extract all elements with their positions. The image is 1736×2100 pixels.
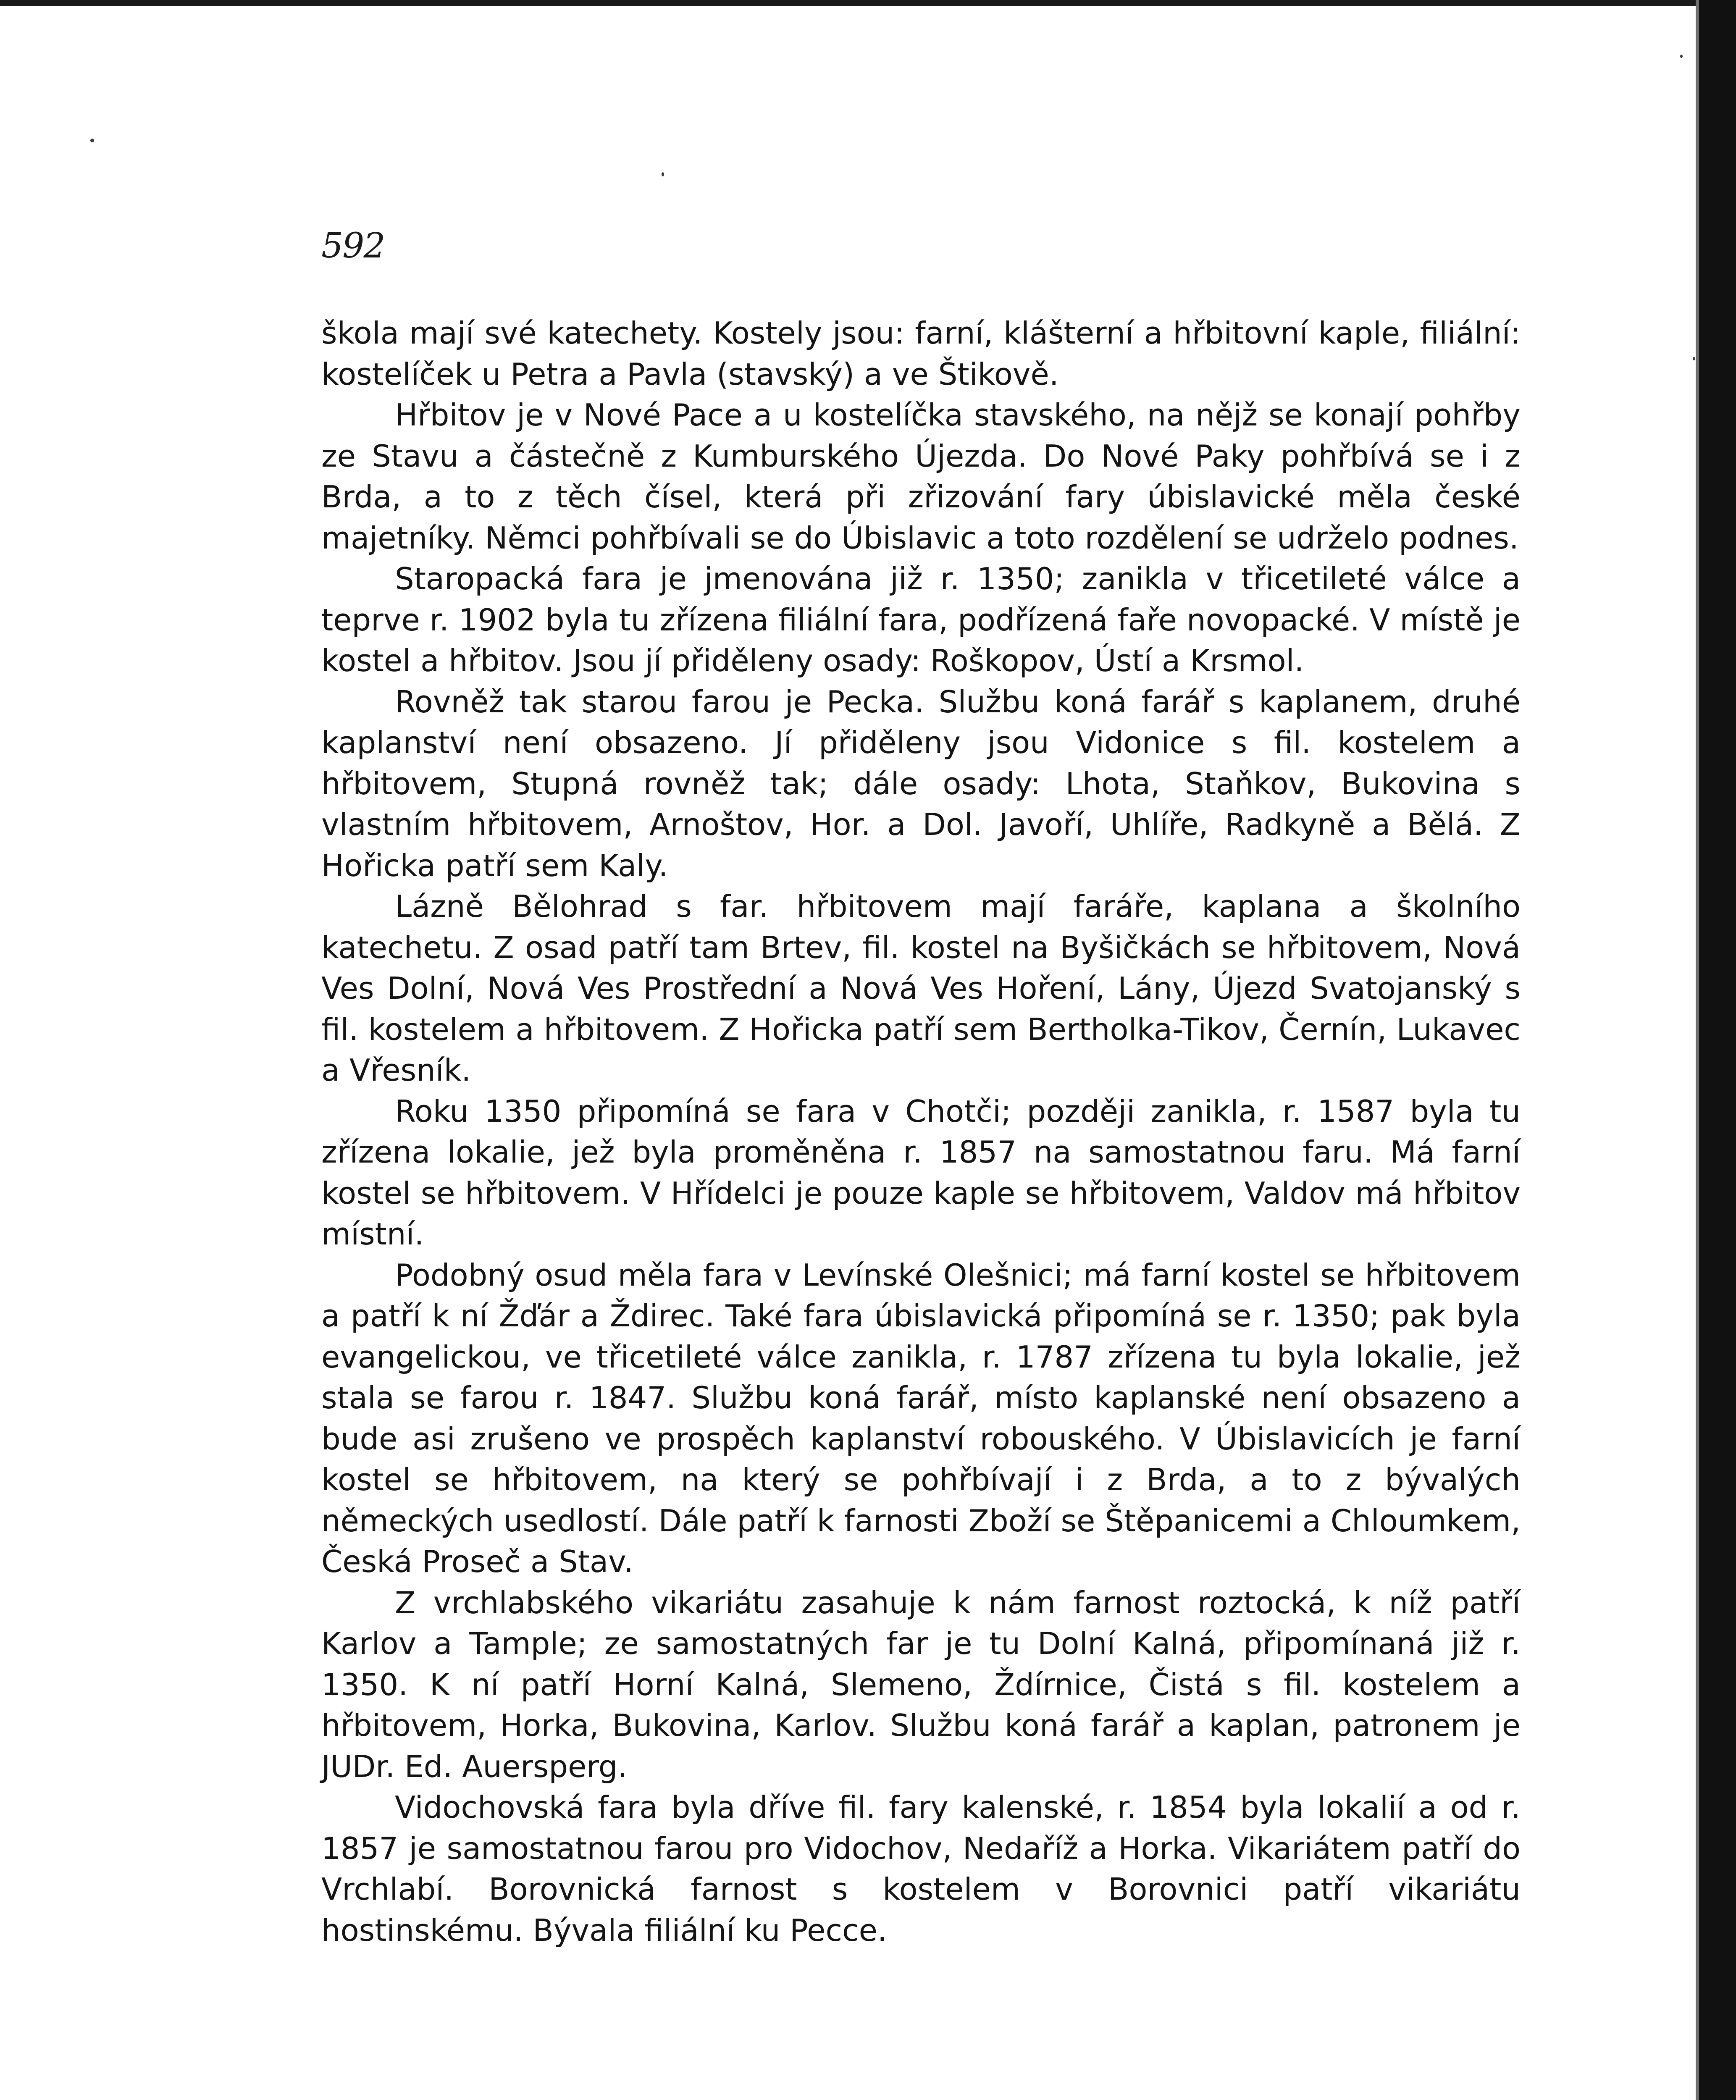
scan-border-right (1699, 0, 1736, 2100)
paragraph: Vidochovská fara byla dříve fil. fary kalenské, r. 1854 byla lokalií a od r. 1857 je samostatnou farou pro Vidochov, Nedaříž a Horka. Vikariátem patří do Vrchlabí. Borovnická farnost s kostelem v Borovnici patří vikariátu hostinskému. Bývala filiální ku Pecce. (321, 1790, 1521, 1948)
scan-border-top (0, 0, 1736, 6)
scan-speck (90, 139, 94, 142)
paragraph: Hřbitov je v Nové Pace a u kostelíčka stavského, na nějž se konají pohřby ze Stavu a částečně z Kumburského Újezda. Do Nové Paky pohřbívá se i z Brda, a to z těch čísel, která při zřizování fary úbislavické měla české majetníky. Němci pohřbívali se do Úbislavic a toto rozdělení se udrželo podnes. (321, 397, 1521, 556)
scan-border-right-edge (1696, 0, 1699, 2100)
paragraph: Z vrchlabského vikariátu zasahuje k nám farnost roztocká, k níž patří Karlov a Tample; ze samostatných far je tu Dolní Kalná, připomínaná již r. 1350. K ní patří Horní Kalná, Slemeno, Ždírnice, Čistá s fil. kostelem a hřbitovem, Horka, Bukovina, Karlov. Službu koná farář a kaplan, patronem je JUDr. Ed. Auersperg. (321, 1585, 1521, 1784)
paragraph: Lázně Bělohrad s far. hřbitovem mají faráře, kaplana a školního katechetu. Z osad patří tam Brtev, fil. kostel na Byšičkách se hřbitovem, Nová Ves Dolní, Nová Ves Prostřední a Nová Ves Hoření, Lány, Újezd Svatojanský s fil. kostelem a hřbitovem. Z Hořicka patří sem Bertholka-Tikov, Černín, Lukavec a Vřesník. (321, 889, 1521, 1088)
scan-speck (662, 172, 664, 176)
paragraph: Rovněž tak starou farou je Pecka. Službu koná farář s kaplanem, druhé kaplanství není obsazeno. Jí přiděleny jsou Vidonice s fil. kostelem a hřbitovem, Stupná rovněž tak; dále osady: Lhota, Staňkov, Bukovina s vlastním hřbitovem, Arnoštov, Hor. a Dol. Javoří, Uhlíře, Radkyně a Bělá. Z Hořicka patří sem Kaly. (321, 684, 1521, 883)
scan-speck (1680, 55, 1683, 58)
paragraph: Roku 1350 připomíná se fara v Chotči; později zanikla, r. 1587 byla tu zřízena lokalie, jež byla proměněna r. 1857 na samostatnou faru. Má farní kostel se hřbitovem. V Hřídelci je pouze kaple se hřbitovem, Valdov má hřbitov místní. (321, 1093, 1521, 1252)
scan-speck (1693, 357, 1695, 360)
body-text (321, 313, 1521, 1951)
page-number: 592 (321, 226, 385, 266)
paragraph: Staropacká fara je jmenována již r. 1350; zanikla v třicetileté válce a teprve r. 1902 byla tu zřízena filiální fara, podřízená faře novopacké. V místě je kostel a hřbitov. Jsou jí přiděleny osady: Roškopov, Ústí a Krsmol. (321, 561, 1521, 678)
paragraph: škola mají své katechety. Kostely jsou: farní, klášterní a hřbitovní kaple, filiální: kostelíček u Petra a Pavla (stavský) a ve Štikově. (321, 315, 1521, 392)
paragraph: Podobný osud měla fara v Levínské Olešnici; má farní kostel se hřbitovem a patří k ní Žďár a Ždirec. Také fara úbislavická připomíná se r. 1350; pak byla evangelickou, ve třicetileté válce zanikla, r. 1787 zřízena tu byla lokalie, jež stala se farou r. 1847. Službu koná farář, místo kaplanské není obsazeno a bude asi zrušeno ve prospěch kaplanství robouského. V Úbislavicích je farní kostel se hřbitovem, na který se pohřbívají i z Brda, a to z bývalých německých usedlostí. Dále patří k farnosti Zboží se Štěpanicemi a Chloumkem, Česká Proseč a Stav. (321, 1257, 1521, 1579)
